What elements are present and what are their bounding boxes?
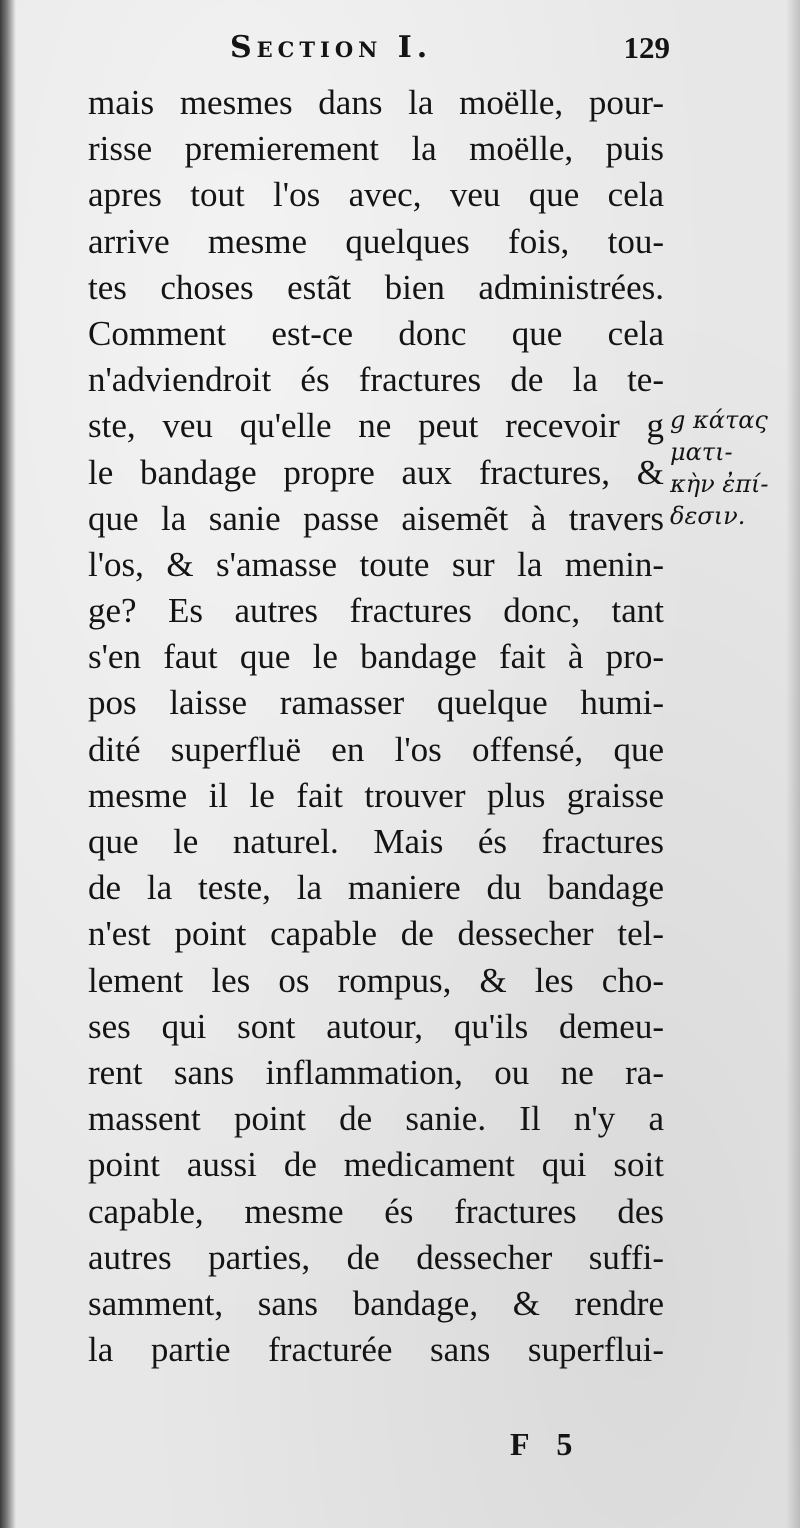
text-line: pos laisse ramasser quelque humi-: [88, 683, 664, 723]
margin-note-line: g κάτας: [670, 406, 768, 434]
gutter-shadow: [0, 0, 16, 1528]
text-line: arrive mesme quelques fois, tou-: [88, 221, 664, 261]
text-line: tes choses estãt bien administrées.: [88, 267, 664, 307]
text-line: lement les os rompus, & les cho-: [88, 960, 664, 1000]
signature-mark: F 5: [510, 1426, 583, 1462]
text-line: autres parties, de dessecher suffi-: [88, 1237, 664, 1277]
text-line: s'en faut que le bandage fait à pro-: [88, 637, 664, 677]
text-line: que le naturel. Mais és fractures: [88, 822, 664, 861]
text-line: ste, veu qu'elle ne peut recevoir g: [88, 406, 664, 446]
text-line: de la teste, la maniere du bandage: [88, 868, 664, 908]
text-line: massent point de sanie. Il n'y a: [88, 1099, 664, 1139]
text-line: la partie fracturée sans superflui-: [88, 1330, 664, 1370]
text-line: ge? Es autres fractures donc, tant: [88, 591, 664, 631]
body-text: [88, 80, 664, 1373]
running-head: Section I.: [230, 30, 433, 65]
margin-note-line: δεσιν.: [670, 502, 746, 530]
text-line: n'adviendroit és fractures de la te-: [88, 360, 664, 400]
text-line: l'os, & s'amasse toute sur la menin-: [88, 544, 664, 584]
text-line: rent sans inflammation, ou ne ra-: [88, 1052, 664, 1092]
text-line: mesme il le fait trouver plus graisse: [88, 775, 664, 815]
text-line: risse premierement la moëlle, puis: [88, 129, 664, 169]
text-line: dité superfluë en l'os offensé, que: [88, 729, 664, 769]
text-line: Comment est-ce donc que cela: [88, 313, 664, 353]
text-line: que la sanie passe aisemẽt à travers: [88, 498, 664, 538]
text-line: le bandage propre aux fractures, &: [88, 452, 664, 492]
text-line: capable, mesme és fractures des: [88, 1191, 664, 1231]
margin-note: [670, 404, 790, 532]
page-edge: [786, 0, 800, 1528]
page-header: [230, 30, 670, 74]
text-line: samment, sans bandage, & rendre: [88, 1283, 664, 1323]
margin-note-line: ματι-: [670, 438, 733, 466]
text-line: ses qui sont autour, qu'ils demeu-: [88, 1006, 664, 1046]
margin-note-line: κὴν ἐπί-: [670, 470, 769, 498]
page-number: 129: [623, 30, 670, 65]
text-line: mais mesmes dans la moëlle, pour-: [88, 83, 664, 122]
text-line: apres tout l'os avec, veu que cela: [88, 175, 664, 215]
text-line: point aussi de medicament qui soit: [88, 1145, 664, 1185]
text-line: n'est point capable de dessecher tel-: [88, 914, 664, 954]
